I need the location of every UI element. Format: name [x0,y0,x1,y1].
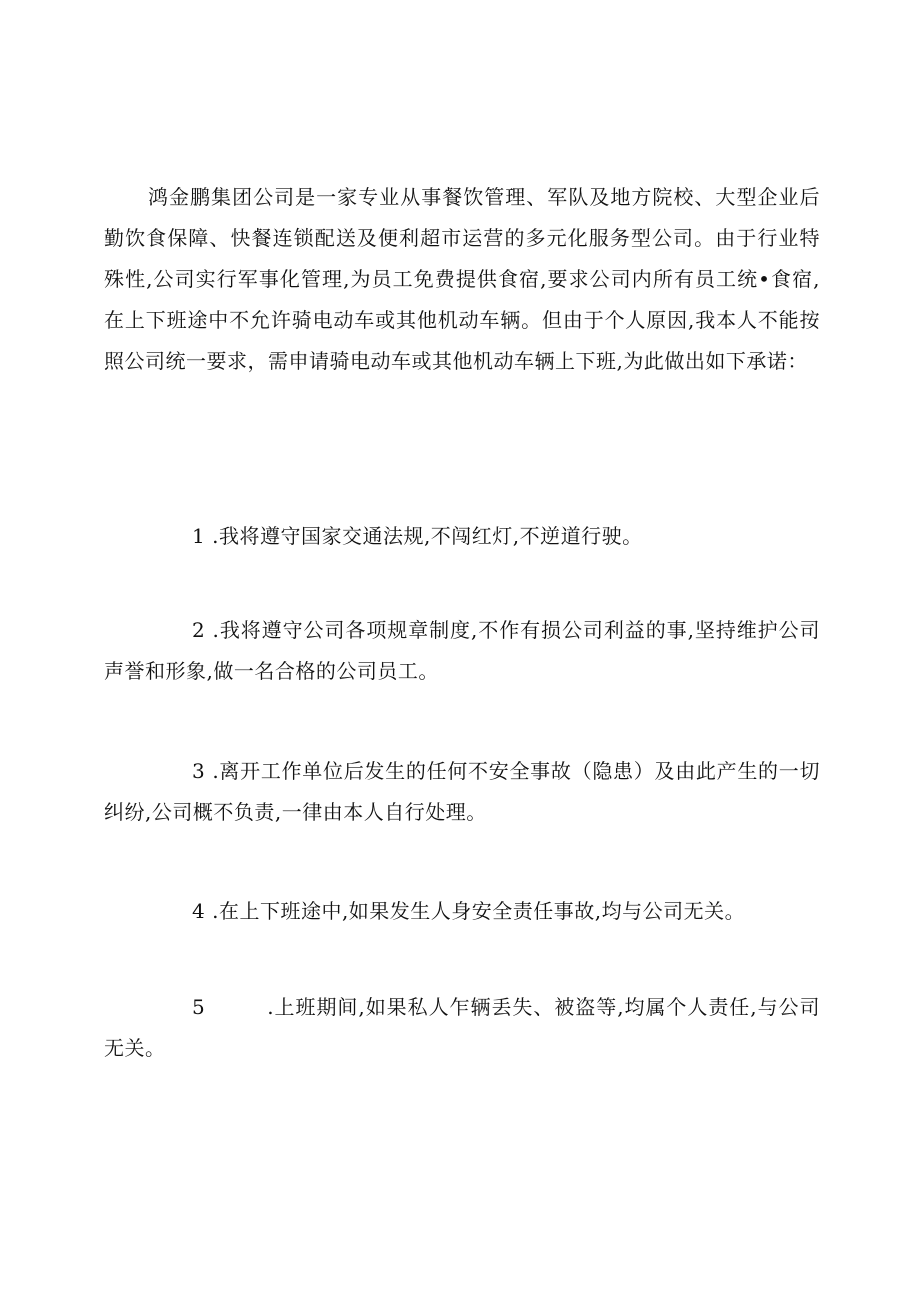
commitment-item-2 [104,610,820,692]
commitment-item-1 [104,516,820,557]
item-text: .离开工作单位后发生的任何不安全事故（隐患）及由此产生的一切纠纷,公司概不负责,一律由本人自行处理。 [104,759,820,824]
item-number: 3 [192,759,206,783]
item-text: .我将遵守公司各项规章制度,不作有损公司利益的事,坚持维护公司声誉和形象,做一名合格的公司员工。 [104,618,821,683]
commitment-item-3 [104,751,820,833]
item-text: .我将遵守国家交通法规,不闯红灯,不逆道行驶。 [212,524,643,548]
intro-paragraph: 鸿金鹏集团公司是一家专业从事餐饮管理、军队及地方院校、大型企业后勤饮食保障、快餐连锁配送及便利超市运营的多元化服务型公司。由于行业特殊性,公司实行军事化管理,为员工免费提供食宿,要求公司内所有员工统•食宿,在上下班途中不允许骑电动车或其他机动车辆。但由于个人原因,我本人不能按照公司统一要求，需申请骑电动车或其他机动车辆上下班,为此做出如下承诺： [104,185,820,373]
item-number: 4 [192,899,206,923]
commitment-item-5 [104,987,820,1069]
commitment-item-4 [104,891,820,932]
item-number: 1 [192,524,206,548]
item-text: .上班期间,如果私人乍辆丢失、被盗等,均属个人责任,与公司无关。 [104,995,820,1060]
item-number: 2 [192,618,206,642]
item-text: .在上下班途中,如果发生人身安全责任事故,均与公司无关。 [212,899,746,923]
item-number: 5 [192,995,206,1019]
